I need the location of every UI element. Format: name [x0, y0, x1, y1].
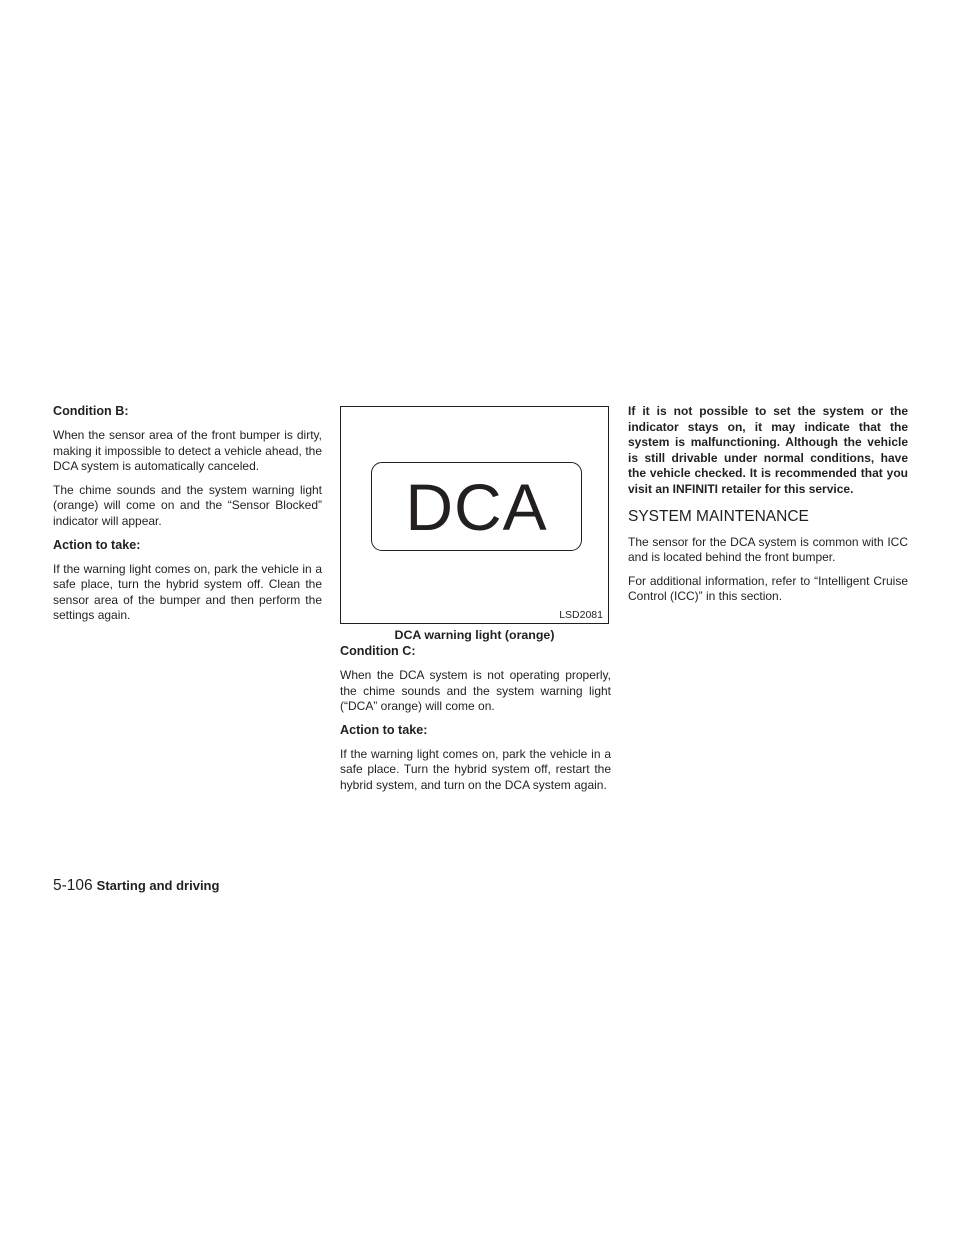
maintenance-paragraph-1: The sensor for the DCA system is common with ICC and is located behind the front bumper.	[628, 534, 908, 565]
figure-id: LSD2081	[559, 609, 603, 621]
right-column	[628, 404, 908, 613]
action-paragraph-b: If the warning light comes on, park the vehicle in a safe place, turn the hybrid system off. Clean the sensor area of the bumper and then perform the settings again.	[53, 561, 322, 623]
figure-caption: DCA warning light (orange)	[394, 628, 555, 642]
action-paragraph-c: If the warning light comes on, park the vehicle in a safe place. Turn the hybrid system off, restart the hybrid system, and turn on the DCA system again.	[340, 746, 611, 792]
chime-paragraph: The chime sounds and the system warning light (orange) will come on and the “Sensor Blocked” indicator will appear.	[53, 482, 322, 528]
dca-indicator-icon	[371, 462, 582, 551]
middle-column	[340, 404, 611, 802]
malfunction-warning: If it is not possible to set the system or the indicator stays on, it may indicate that the system is malfunctioning. Although the vehicle is still drivable under normal conditions, have the vehicle checked. It is recommended that you visit an INFINITI retailer for this service.	[628, 404, 908, 496]
maintenance-paragraph-2: For additional information, refer to “Intelligent Cruise Control (ICC)” in this section.	[628, 573, 908, 604]
action-heading-b: Action to take:	[53, 537, 141, 552]
dca-warning-figure	[340, 406, 609, 624]
section-name: Starting and driving	[96, 878, 220, 893]
action-heading-c: Action to take:	[340, 722, 428, 737]
page-footer	[53, 877, 219, 895]
left-column	[53, 404, 322, 632]
dca-indicator-text: DCA	[405, 469, 548, 544]
condition-c-heading: Condition C:	[340, 644, 416, 658]
condition-c-paragraph: When the DCA system is not operating properly, the chime sounds and the system warning light (“DCA” orange) will come on.	[340, 668, 611, 714]
condition-b-heading: Condition B:	[53, 404, 129, 418]
system-maintenance-heading: SYSTEM MAINTENANCE	[628, 507, 809, 525]
condition-b-paragraph: When the sensor area of the front bumper is dirty, making it impossible to detect a vehicle ahead, the DCA system is automatically canceled.	[53, 428, 322, 474]
page-number: 5-106	[53, 877, 93, 894]
